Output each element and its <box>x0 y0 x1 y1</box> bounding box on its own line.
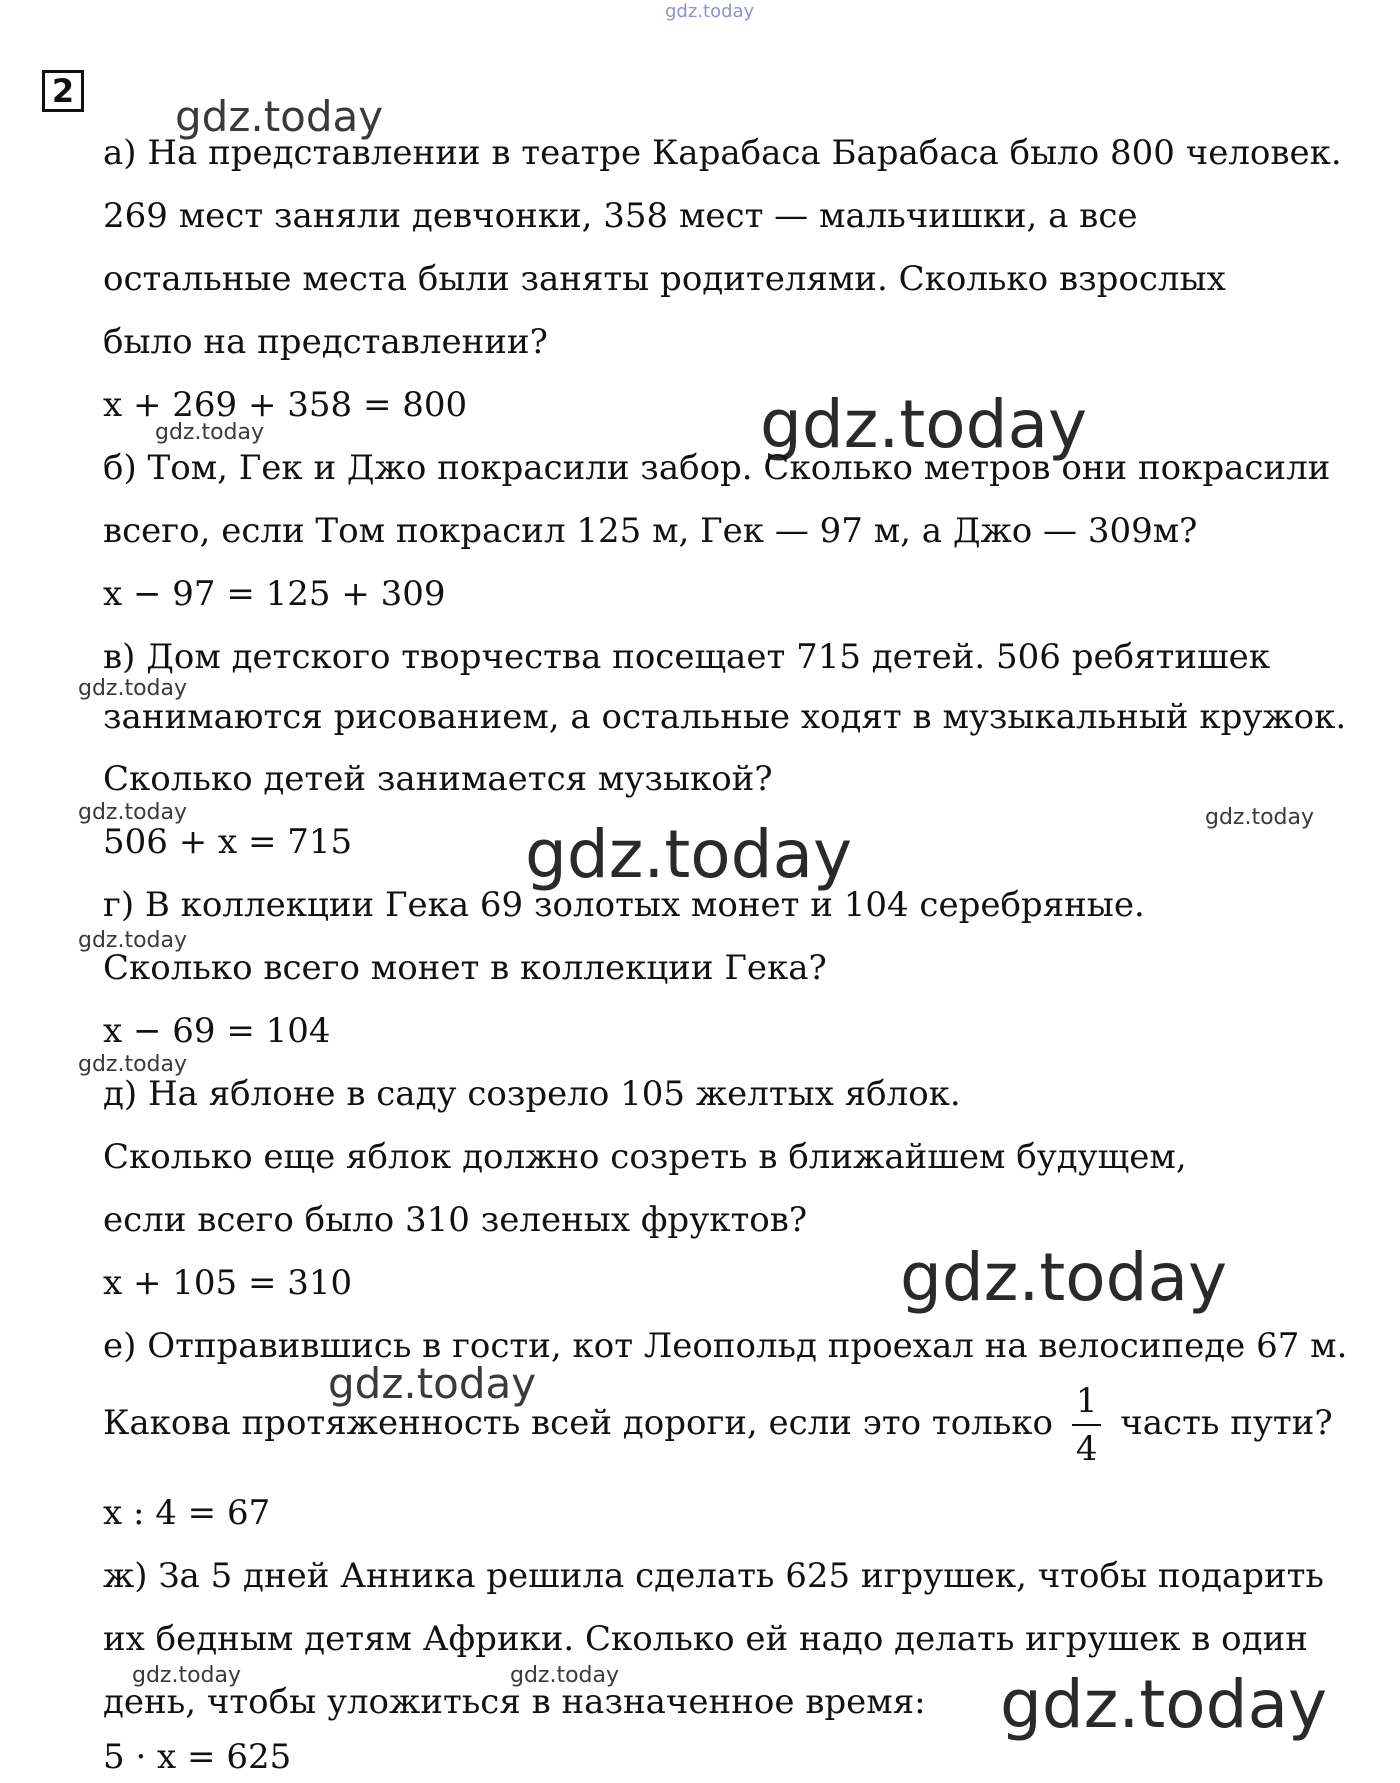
problem-a-line-3: остальные места были заняты родителями. Сколько взрослых <box>103 259 1226 299</box>
problem-a-line-2: 269 мест заняли девчонки, 358 мест — мальчишки, а все <box>103 196 1138 236</box>
problem-a-line-4: было на представлении? <box>103 322 548 362</box>
problem-v-equation: 506 + x = 715 <box>103 822 353 862</box>
problem-e-line-2-tail: часть пути? <box>1120 1403 1333 1443</box>
watermark: gdz.today <box>760 386 1088 463</box>
fraction-denominator: 4 <box>1072 1424 1102 1466</box>
watermark-top: gdz.today <box>665 1 755 22</box>
watermark: gdz.today <box>1000 1666 1328 1743</box>
problem-g-line-2: Сколько всего монет в коллекции Гека? <box>103 948 827 988</box>
fraction-one-quarter <box>1072 1381 1102 1469</box>
watermark: gdz.today <box>78 676 188 701</box>
watermark: gdz.today <box>155 420 265 445</box>
problem-a-equation: x + 269 + 358 = 800 <box>103 385 468 425</box>
problem-v-line-1: в) Дом детского творчества посещает 715 детей. 506 ребятишек <box>103 637 1270 677</box>
problem-d-equation: x + 105 = 310 <box>103 1263 353 1303</box>
problem-zh-line-1: ж) За 5 дней Анника решила сделать 625 игрушек, чтобы подарить <box>103 1556 1324 1596</box>
problem-g-line-1: г) В коллекции Гека 69 золотых монет и 104 серебряные. <box>103 885 1145 925</box>
problem-e-line-1: е) Отправившись в гости, кот Леопольд проехал на велосипеде 67 м. <box>103 1326 1348 1366</box>
problem-d-line-1: д) На яблоне в саду созрело 105 желтых яблок. <box>103 1074 961 1114</box>
problem-d-line-2: Сколько еще яблок должно созреть в ближайшем будущем, <box>103 1137 1187 1177</box>
problem-d-line-3: если всего было 310 зеленых фруктов? <box>103 1200 808 1240</box>
watermark: gdz.today <box>525 816 853 893</box>
watermark: gdz.today <box>510 1663 620 1688</box>
watermark: gdz.today <box>1205 805 1315 830</box>
watermark: gdz.today <box>132 1663 242 1688</box>
problem-b-line-2: всего, если Том покрасил 125 м, Гек — 97 м, а Джо — 309м? <box>103 511 1198 551</box>
watermark: gdz.today <box>78 800 188 825</box>
problem-v-line-3: Сколько детей занимается музыкой? <box>103 759 773 799</box>
fraction-numerator: 1 <box>1075 1381 1098 1421</box>
problem-b-equation: x − 97 = 125 + 309 <box>103 574 446 614</box>
watermark: gdz.today <box>328 1359 537 1408</box>
problem-zh-line-3: день, чтобы уложиться в назначенное время: <box>103 1682 926 1722</box>
problem-g-equation: x − 69 = 104 <box>103 1011 331 1051</box>
problem-e-equation: x : 4 = 67 <box>103 1493 271 1533</box>
watermark: gdz.today <box>78 1052 188 1077</box>
problem-zh-line-2: их бедным детям Африки. Сколько ей надо делать игрушек в один <box>103 1619 1308 1659</box>
watermark: gdz.today <box>175 92 384 141</box>
problem-e-line-2-text: Какова протяженность всей дороги, если это только <box>103 1403 1054 1443</box>
problem-a-line-1: а) На представлении в театре Карабаса Барабаса было 800 человек. <box>103 133 1342 173</box>
watermark: gdz.today <box>78 928 188 953</box>
problem-v-line-2: занимаются рисованием, а остальные ходят в музыкальный кружок. <box>103 697 1347 737</box>
task-number: 2 <box>42 70 84 112</box>
problem-zh-equation: 5 · x = 625 <box>103 1737 292 1777</box>
watermark: gdz.today <box>900 1239 1228 1316</box>
problem-b-line-1: б) Том, Гек и Джо покрасили забор. Сколько метров они покрасили <box>103 448 1331 488</box>
